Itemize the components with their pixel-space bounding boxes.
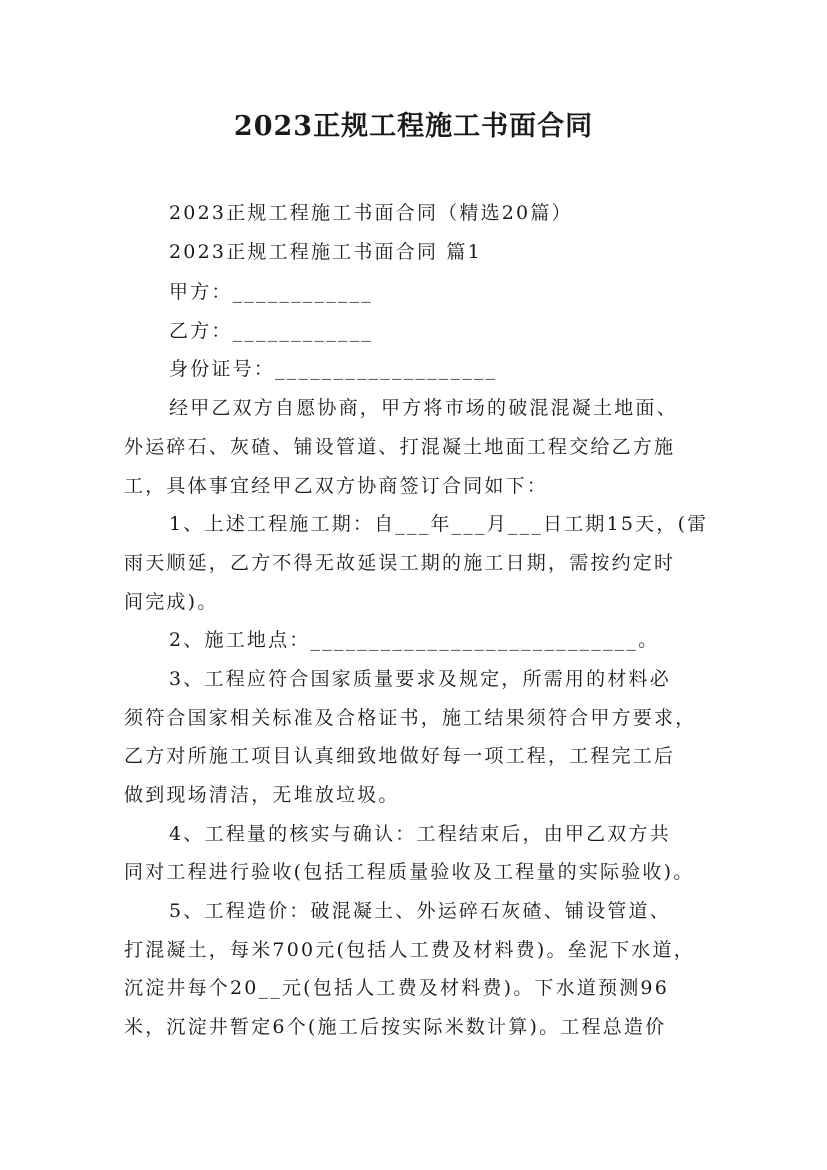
clause-4-line: 4、工程量的核实与确认：工程结束后，由甲乙双方共 <box>169 823 671 845</box>
clause-5-line: 5、工程造价：破混凝土、外运碎石灰碴、铺设管道、 <box>169 900 671 922</box>
clause-5-line: 米，沉淀井暂定6个(施工后按实际米数计算)。工程总造价 <box>124 1016 667 1038</box>
clause-3-line: 乙方对所施工项目认真细致地做好每一项工程，工程完工后 <box>124 745 676 767</box>
clause-1-line: 雨天顺延，乙方不得无故延误工期的施工日期，需按约定时 <box>124 552 676 574</box>
clause-3-line: 做到现场清洁，无堆放垃圾。 <box>124 784 400 806</box>
document-title: 2023正规工程施工书面合同 <box>233 111 594 142</box>
paragraph-line: 工，具体事宜经甲乙双方协商签订合同如下： <box>124 475 549 497</box>
clause-4-line: 同对工程进行验收(包括工程质量验收及工程量的实际验收)。 <box>124 861 695 883</box>
paragraph-line: 外运碎石、灰碴、铺设管道、打混凝土地面工程交给乙方施 <box>124 436 676 458</box>
clause-3-line: 3、工程应符合国家质量要求及规定，所需用的材料必 <box>169 668 671 690</box>
clause-2-line: 2、施工地点：____________________________。 <box>169 629 660 651</box>
id-number-line: 身份证号：___________________ <box>169 358 498 380</box>
party-a-line: 甲方：____________ <box>169 281 374 303</box>
party-b-line: 乙方：____________ <box>169 320 374 342</box>
clause-3-line: 须符合国家相关标准及合格证书，施工结果须符合甲方要求， <box>124 707 697 729</box>
clause-5-line: 打混凝土，每米700元(包括人工费及材料费)。垒泥下水道， <box>124 939 695 961</box>
clause-5-line: 沉淀井每个20__元(包括人工费及材料费)。下水道预测96 <box>124 977 669 999</box>
paragraph-line: 经甲乙双方自愿协商，甲方将市场的破混混凝土地面、 <box>169 397 678 419</box>
clause-1-line: 间完成)。 <box>124 591 219 613</box>
section-heading: 2023正规工程施工书面合同 篇1 <box>169 241 482 263</box>
clause-1-line: 1、上述工程施工期：自___年___月___日工期15天，(雷 <box>169 513 709 535</box>
subtitle-line: 2023正规工程施工书面合同（精选20篇） <box>169 202 573 224</box>
